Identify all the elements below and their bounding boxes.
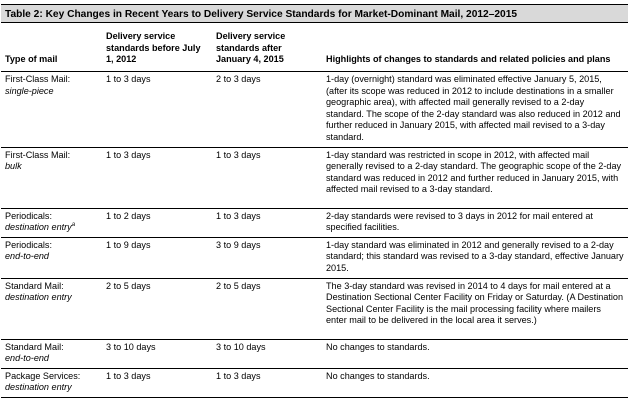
cell-before: 1 to 2 days <box>102 208 212 237</box>
cell-type-of-mail <box>1 339 102 368</box>
header-after: Delivery service standards after January 4, 2015 <box>212 30 322 72</box>
mail-type: First-Class Mail: <box>5 74 71 84</box>
cell-highlights: 2-day standards were revised to 3 days in 2012 for mail entered at specified facilities. <box>322 208 628 237</box>
table-row <box>1 208 628 237</box>
mail-subtype: single-piece <box>5 85 54 96</box>
footnote-marker: a <box>71 222 76 229</box>
mail-subtype: end-to-end <box>5 353 49 364</box>
cell-after: 3 to 9 days <box>212 237 322 278</box>
mail-subtype: destination entry <box>5 292 72 303</box>
cell-highlights: The 3-day standard was revised in 2014 to 4 days for mail entered at a Destination Sectional Center Facility on Friday or Saturday. (A Destination Sectional Center Facility is the mail processing facility where mailers enter mail to be delivered in the local area it serves.) <box>322 278 628 339</box>
cell-type-of-mail <box>1 368 102 397</box>
cell-before: 1 to 3 days <box>102 72 212 148</box>
mail-type: Periodicals: <box>5 210 53 221</box>
header-before: Delivery service standards before July 1, 2012 <box>102 30 212 72</box>
table-title: Table 2: Key Changes in Recent Years to Delivery Service Standards for Market-Dominant Mail, 2012–2015 <box>1 4 628 23</box>
cell-after: 1 to 3 days <box>212 147 322 208</box>
table-row <box>1 278 628 339</box>
cell-highlights: 1-day standard was eliminated in 2012 and generally revised to a 2-day standard; this standard was revised to a 3-day standard, effective January 2015. <box>322 237 628 278</box>
cell-before: 1 to 3 days <box>102 368 212 397</box>
table-header-row <box>1 30 628 72</box>
cell-after: 1 to 3 days <box>212 368 322 397</box>
cell-type-of-mail <box>1 278 102 339</box>
cell-before: 3 to 10 days <box>102 339 212 368</box>
cell-type-of-mail <box>1 72 102 148</box>
mail-subtype: bulk <box>5 161 22 172</box>
mail-type: First-Class Mail: <box>5 149 71 160</box>
mail-type: Standard Mail: <box>5 341 64 352</box>
cell-after: 3 to 10 days <box>212 339 322 368</box>
cell-before: 1 to 3 days <box>102 147 212 208</box>
cell-highlights: 1-day standard was restricted in scope in 2012, with affected mail generally revised to a 2-day standard. The geographic scope of the 2-day standard was reduced in 2012 and further reduced in January 2015, with affected mail revised to a 3-day standard. <box>322 147 628 208</box>
header-highlights: Highlights of changes to standards and related policies and plans <box>322 30 628 72</box>
mail-subtype: destination entry <box>5 382 72 393</box>
cell-after: 1 to 3 days <box>212 208 322 237</box>
cell-highlights: 1-day (overnight) standard was eliminated effective January 5, 2015, (after its scope was reduced in 2012 to include destinations in a smaller geographic area), with affected mail generally revised to a 2-day standard. The scope of the 2-day standard was also reduced in 2012 and further reduced in January 2015, with affected mail revised to a 3-day standard. <box>322 72 628 148</box>
table-row <box>1 147 628 208</box>
mail-type: Standard Mail: <box>5 280 64 291</box>
cell-after: 2 to 5 days <box>212 278 322 339</box>
cell-before: 2 to 5 days <box>102 278 212 339</box>
service-standards-table <box>1 30 628 398</box>
header-type-of-mail: Type of mail <box>1 30 102 72</box>
mail-subtype: end-to-end <box>5 251 49 262</box>
cell-highlights: No changes to standards. <box>322 368 628 397</box>
mail-type: Package Services: <box>5 370 81 381</box>
table-row <box>1 72 628 148</box>
cell-after: 2 to 3 days <box>212 72 322 148</box>
cell-type-of-mail <box>1 208 102 237</box>
mail-subtype: destination entry <box>5 222 72 233</box>
table-row <box>1 237 628 278</box>
cell-highlights: No changes to standards. <box>322 339 628 368</box>
cell-before: 1 to 9 days <box>102 237 212 278</box>
cell-type-of-mail <box>1 147 102 208</box>
cell-type-of-mail <box>1 237 102 278</box>
table-row <box>1 368 628 397</box>
table-row <box>1 339 628 368</box>
mail-type: Periodicals: <box>5 239 53 250</box>
